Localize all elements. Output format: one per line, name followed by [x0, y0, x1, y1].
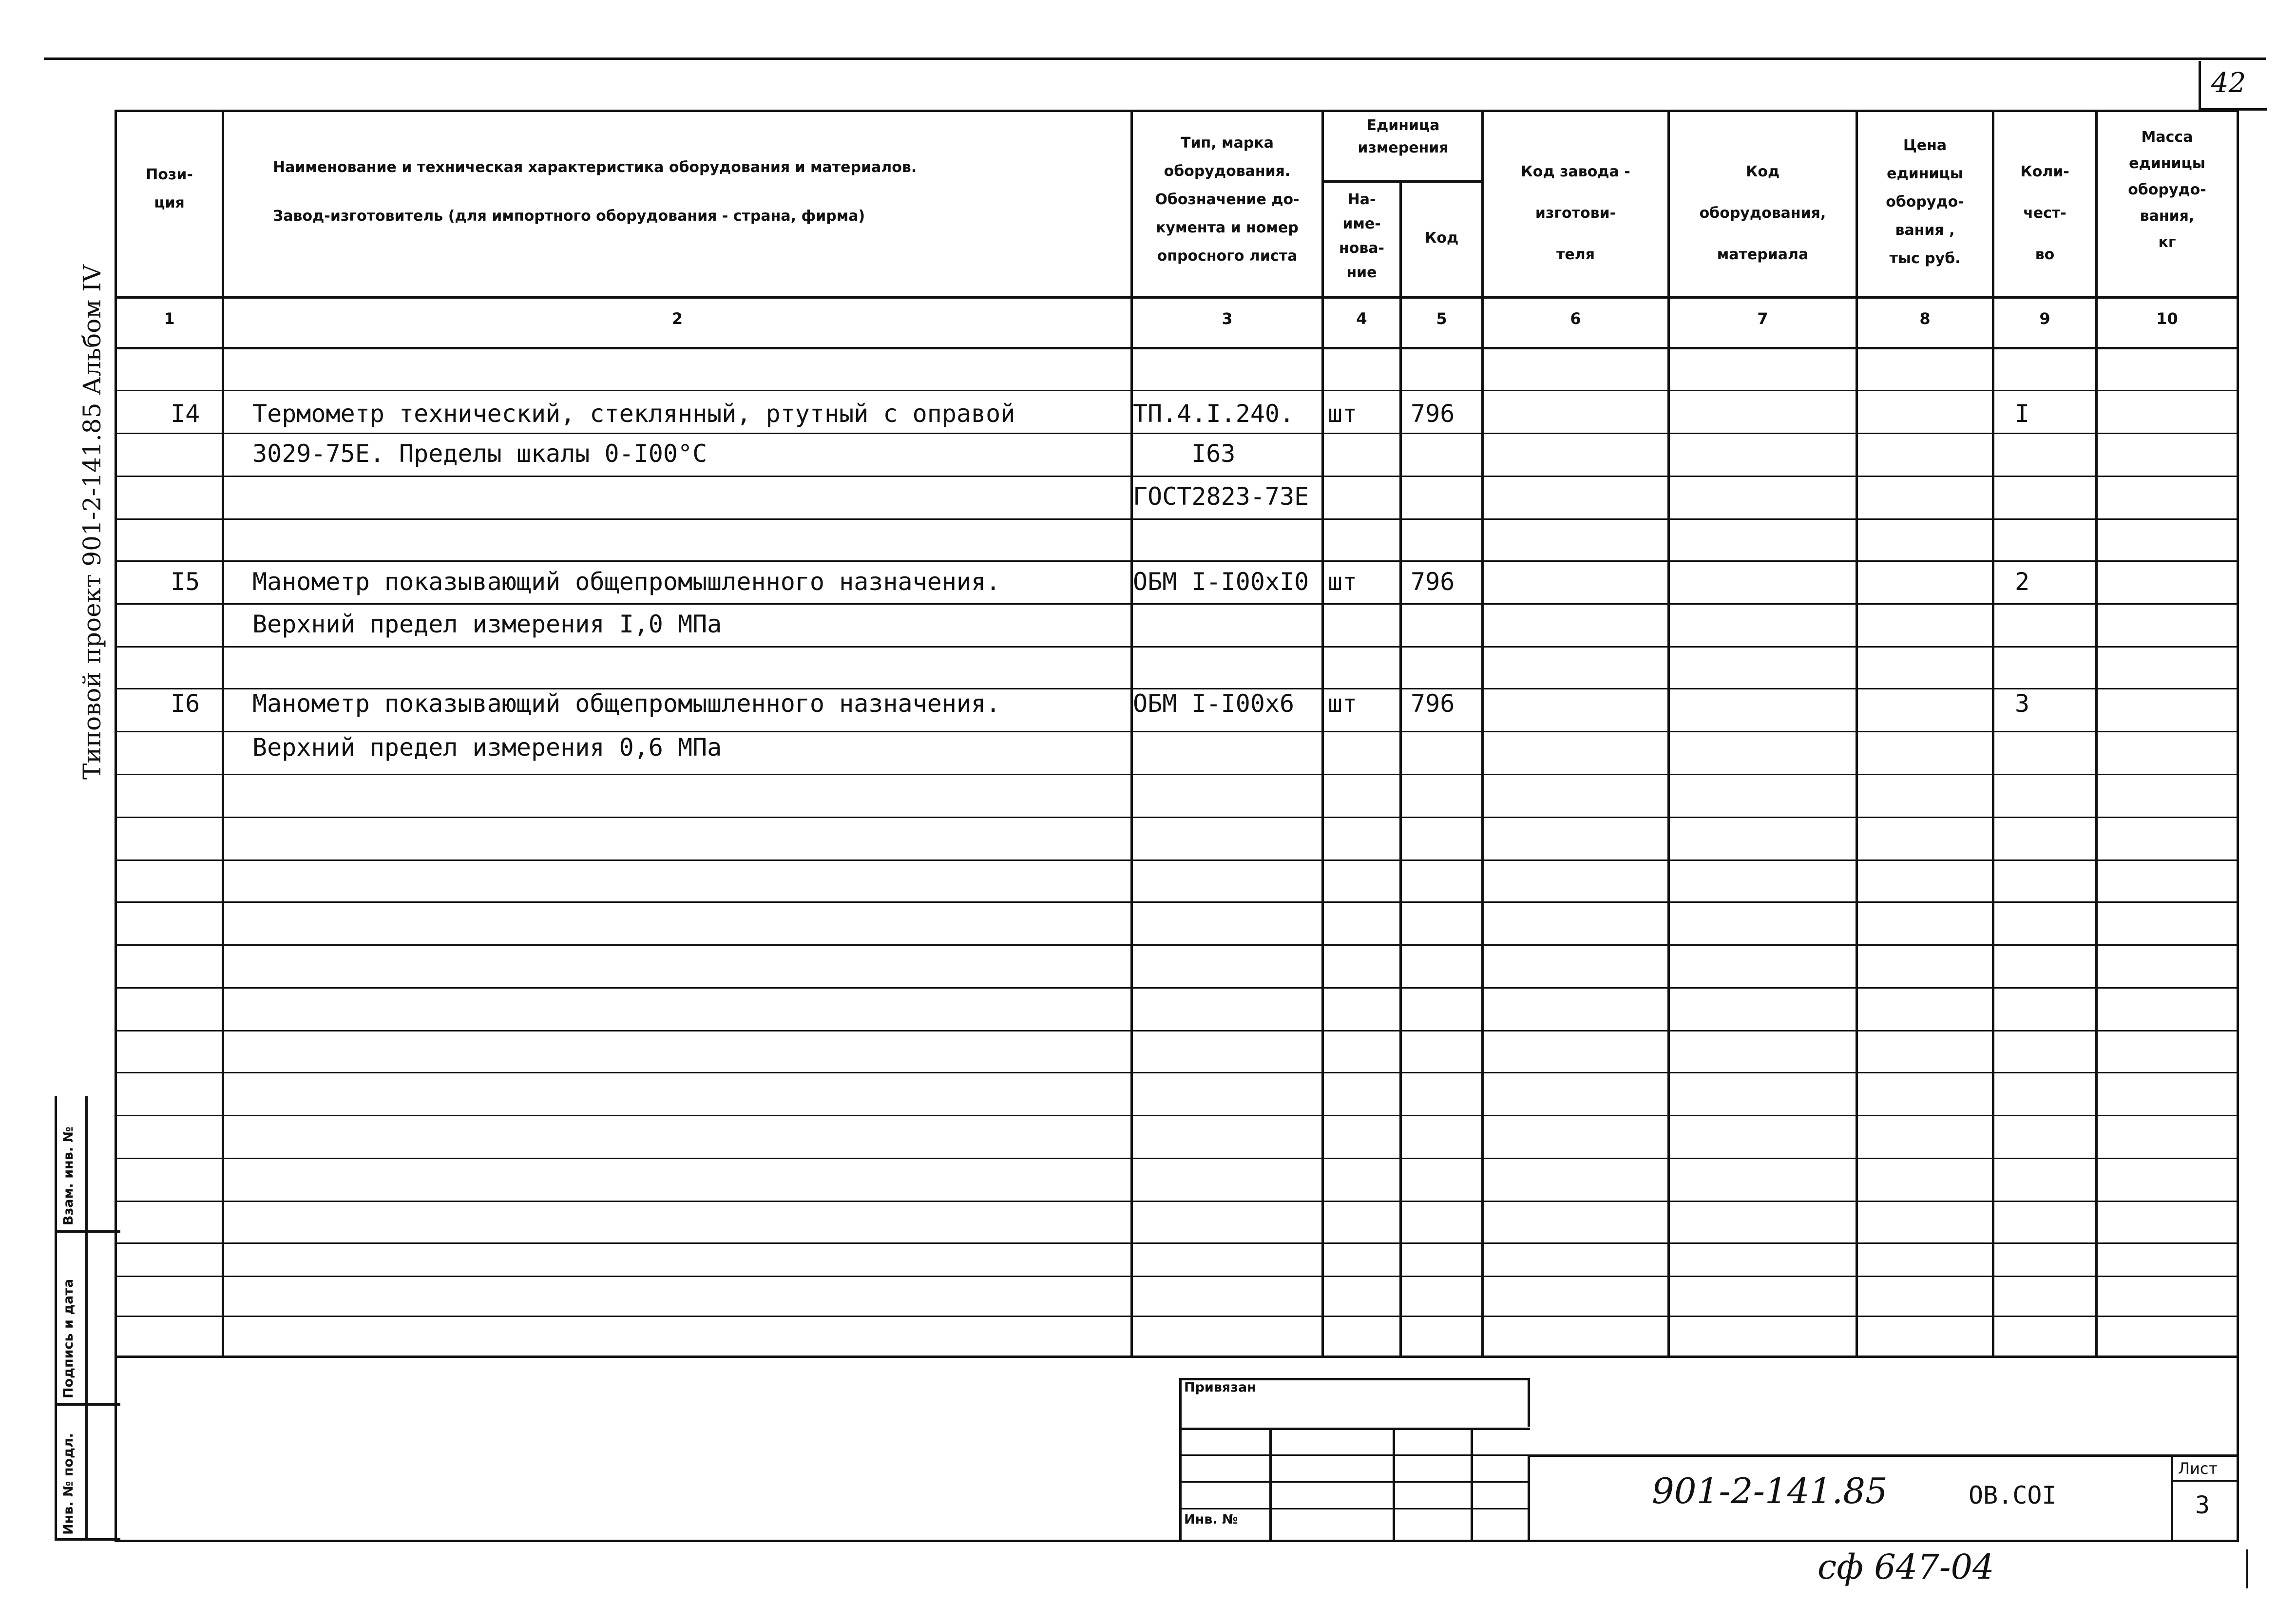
col-line-6 — [1667, 110, 1670, 1357]
row-line — [115, 1115, 2239, 1116]
header-name-line1: Наименование и техническая характеристика оборудования и материалов. — [273, 159, 917, 176]
col-line-2 — [1130, 110, 1133, 1357]
col-line-1 — [222, 110, 224, 1357]
stamp-privyazan-label: Привязан — [1184, 1380, 1256, 1395]
stamp-line-1 — [1179, 1428, 1530, 1430]
header-quantity: Коли- чест- во — [2020, 163, 2069, 263]
right-edge-mark — [2246, 1549, 2248, 1588]
col-number: 3 — [1222, 309, 1233, 328]
row-position: I4 — [171, 400, 200, 428]
side-field-line-left — [55, 1096, 57, 1540]
col-number: 9 — [2039, 309, 2050, 328]
row-line — [115, 1158, 2239, 1159]
stamp-project-code: 901-2-141.85 — [1652, 1470, 1888, 1511]
row-line — [115, 433, 2239, 434]
row-line — [115, 774, 2239, 775]
row-line — [115, 518, 2239, 520]
stamp-col-4 — [1528, 1454, 1530, 1540]
sheet-box-divider — [2171, 1480, 2239, 1482]
row-name: 3029-75Е. Пределы шкалы 0-I00°С — [252, 439, 708, 468]
header-mass: Масса единицы оборудо- вания, кг — [2128, 129, 2206, 251]
side-field-vzam-inv: Взам. инв. № — [61, 1126, 76, 1225]
col-line-7 — [1856, 110, 1858, 1357]
row-position: I5 — [171, 568, 200, 596]
stamp-col-3 — [1471, 1428, 1473, 1540]
table-bottom — [115, 1356, 2239, 1358]
row-type: ТП.4.I.240. — [1133, 400, 1295, 428]
row-name: Верхний предел измерения I,0 МПа — [252, 610, 722, 638]
row-qty: 3 — [2015, 689, 2030, 718]
header-unit-group: Единица измерения — [1358, 117, 1449, 156]
col-line-5 — [1481, 110, 1484, 1357]
side-field-inv-podl: Инв. № подл. — [61, 1433, 76, 1535]
header-type: Тип, марка оборудования. Обозначение до- кумента и номер опросного листа — [1155, 134, 1300, 265]
colnum-bottom — [115, 347, 2239, 349]
row-position: I6 — [171, 689, 200, 718]
col-number: 4 — [1356, 309, 1367, 328]
frame-right — [2237, 110, 2239, 1542]
row-line — [115, 390, 2239, 391]
col-number: 8 — [1919, 309, 1931, 328]
row-code: 796 — [1411, 689, 1455, 718]
stamp-line-2 — [1179, 1454, 1530, 1456]
row-line — [115, 1201, 2239, 1202]
row-line — [115, 1276, 2239, 1277]
col-number: 7 — [1757, 309, 1768, 328]
header-unit-name: На- име- нова- ние — [1339, 191, 1385, 281]
header-unit-price: Цена единицы оборудо- вания , тыс руб. — [1886, 137, 1964, 267]
row-code: 796 — [1411, 400, 1455, 428]
col-number: 5 — [1436, 309, 1447, 328]
row-qty: 2 — [2015, 568, 2030, 596]
row-unit: шт — [1328, 568, 1358, 596]
col-line-8 — [1992, 110, 1994, 1357]
sheet-box-left — [2171, 1454, 2173, 1540]
row-line — [115, 603, 2239, 605]
header-equipment-code: Код оборудования, материала — [1699, 163, 1826, 263]
stamp-line-4 — [1179, 1508, 1530, 1509]
side-title: Типовой проект 901-2-141.85 Альбом IV — [78, 265, 106, 780]
row-unit: шт — [1328, 400, 1358, 428]
stamp-left — [1179, 1378, 1182, 1541]
row-type: I63 — [1191, 439, 1236, 468]
row-line — [115, 1072, 2239, 1073]
top-border — [44, 57, 2266, 60]
frame-top — [115, 110, 2239, 112]
row-qty: I — [2015, 400, 2030, 428]
col-number: 6 — [1570, 309, 1581, 328]
frame-bottom — [115, 1540, 2239, 1542]
stamp-inv-label: Инв. № — [1184, 1512, 1238, 1527]
row-type: ОБМ I-I00хI0 — [1133, 568, 1309, 596]
header-bottom — [115, 296, 2239, 299]
row-name: Верхний предел измерения 0,6 МПа — [252, 733, 722, 762]
col-number: 1 — [164, 309, 175, 328]
row-name: Манометр показывающий общепромышленного назначения. — [252, 568, 1001, 596]
side-field-signature-date: Подпись и дата — [61, 1279, 76, 1398]
row-name: Манометр показывающий общепромышленного назначения. — [252, 689, 1001, 718]
row-line — [115, 1316, 2239, 1317]
row-line — [115, 731, 2239, 732]
row-line — [115, 817, 2239, 818]
unit-group-divider — [1323, 180, 1484, 183]
row-type: ГОСТ2823-73Е — [1133, 482, 1309, 511]
col-number: 2 — [671, 309, 683, 328]
page-number-box-left — [2199, 61, 2201, 110]
row-line — [115, 901, 2239, 903]
stamp-privyazan-right — [1528, 1378, 1530, 1427]
header-unit-code: Код — [1424, 229, 1459, 247]
row-code: 796 — [1411, 568, 1455, 596]
stamp-title-line — [1528, 1454, 2239, 1457]
row-unit: шт — [1328, 689, 1358, 718]
row-line — [115, 944, 2239, 946]
col-number: 10 — [2156, 309, 2178, 328]
page-number: 42 — [2211, 67, 2246, 99]
sheet-label: Лист — [2178, 1459, 2218, 1478]
row-line — [115, 1242, 2239, 1244]
stamp-line-3 — [1179, 1481, 1530, 1483]
header-factory-code: Код завода - изготови- теля — [1521, 163, 1630, 263]
sheet-number: 3 — [2195, 1491, 2210, 1519]
row-line — [115, 987, 2239, 989]
col-line-4 — [1399, 180, 1402, 1357]
header-position: Пози- ция — [146, 166, 193, 211]
row-name: Термометр технический, стеклянный, ртутный с оправой — [252, 400, 1015, 428]
col-line-9 — [2095, 110, 2098, 1357]
row-line — [115, 560, 2239, 562]
row-type: ОБМ I-I00х6 — [1133, 689, 1295, 718]
header-name-line2: Завод-изготовитель (для импортного оборудования - страна, фирма) — [273, 208, 865, 225]
footer-handwriting: сф 647-04 — [1818, 1547, 1994, 1587]
row-line — [115, 646, 2239, 648]
stamp-col-1 — [1269, 1428, 1272, 1540]
row-line — [115, 1030, 2239, 1031]
stamp-col-2 — [1393, 1428, 1395, 1540]
side-field-line-mid — [85, 1096, 88, 1540]
row-line — [115, 859, 2239, 861]
row-line — [115, 476, 2239, 477]
stamp-doc-code: ОВ.СОI — [1969, 1481, 2057, 1509]
col-line-3 — [1321, 110, 1324, 1357]
